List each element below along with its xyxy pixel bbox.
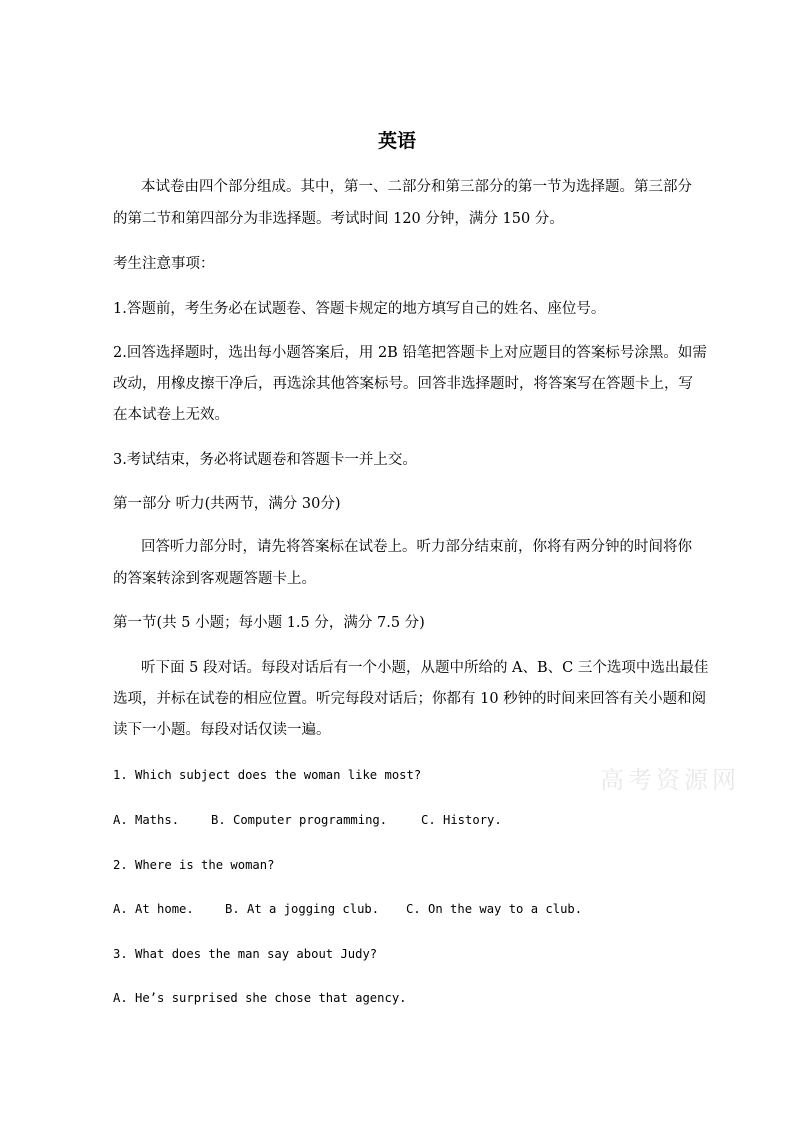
page-title: 英语 (377, 130, 416, 152)
question-2-option-a: A. At home. (113, 902, 194, 916)
question-3-option-a: A. He’s surprised she chose that agency. (113, 991, 407, 1005)
part1-instructions-line-2: 的答案转涂到客观题答题卡上。 (113, 571, 316, 587)
watermark: 高考资源网 (600, 766, 740, 794)
section1-instructions-line-1: 听下面 5 段对话。每段对话后有一个小题，从题中所给的 A、B、C 三个选项中选出最佳 (141, 660, 709, 676)
note-3: 3.考试结束，务必将试题卷和答题卡一并上交。 (113, 452, 417, 468)
section1-instructions-line-2: 选项，并标在试卷的相应位置。听完每段对话后；你都有 10 秒钟的时间来回答有关小题和阅 (113, 691, 707, 707)
note-2-line-1: 2.回答选择题时，选出每小题答案后，用 2B 铅笔把答题卡上对应题目的答案标号涂黑。如需 (113, 345, 707, 361)
part1-instructions-line-1: 回答听力部分时，请先将答案标在试卷上。听力部分结束前，你将有两分钟的时间将你 (141, 539, 692, 555)
question-1-options (113, 810, 683, 830)
question-2-stem: 2. Where is the woman? (113, 858, 275, 872)
section1-heading: 第一节(共 5 小题；每小题 1.5 分，满分 7.5 分) (113, 615, 425, 631)
note-2-line-2: 改动，用橡皮擦干净后，再选涂其他答案标号。回答非选择题时，将答案写在答题卡上，写 (113, 376, 693, 392)
question-1-option-b: B. Computer programming. (211, 813, 388, 827)
section1-instructions-line-3: 读下一小题。每段对话仅读一遍。 (113, 722, 331, 738)
question-1-option-c: C. History. (421, 813, 502, 827)
notes-heading: 考生注意事项： (113, 256, 215, 272)
note-2-line-3: 在本试卷上无效。 (113, 407, 229, 423)
question-3-stem: 3. What does the man say about Judy? (113, 947, 378, 961)
question-2-option-b: B. At a jogging club. (225, 902, 380, 916)
question-1-stem: 1. Which subject does the woman like most? (113, 768, 422, 782)
note-1: 1.答题前，考生务必在试题卷、答题卡规定的地方填写自己的姓名、座位号。 (113, 301, 606, 317)
question-2-option-c: C. On the way to a club. (406, 902, 583, 916)
intro-line-2: 的第二节和第四部分为非选择题。考试时间 120 分钟，满分 150 分。 (113, 211, 564, 227)
question-1-option-a: A. Maths. (113, 813, 180, 827)
question-2-options (113, 899, 683, 919)
part1-heading: 第一部分 听力(共两节，满分 30分) (113, 496, 341, 512)
intro-line-1: 本试卷由四个部分组成。其中，第一、二部分和第三部分的第一节为选择题。第三部分 (141, 179, 692, 195)
